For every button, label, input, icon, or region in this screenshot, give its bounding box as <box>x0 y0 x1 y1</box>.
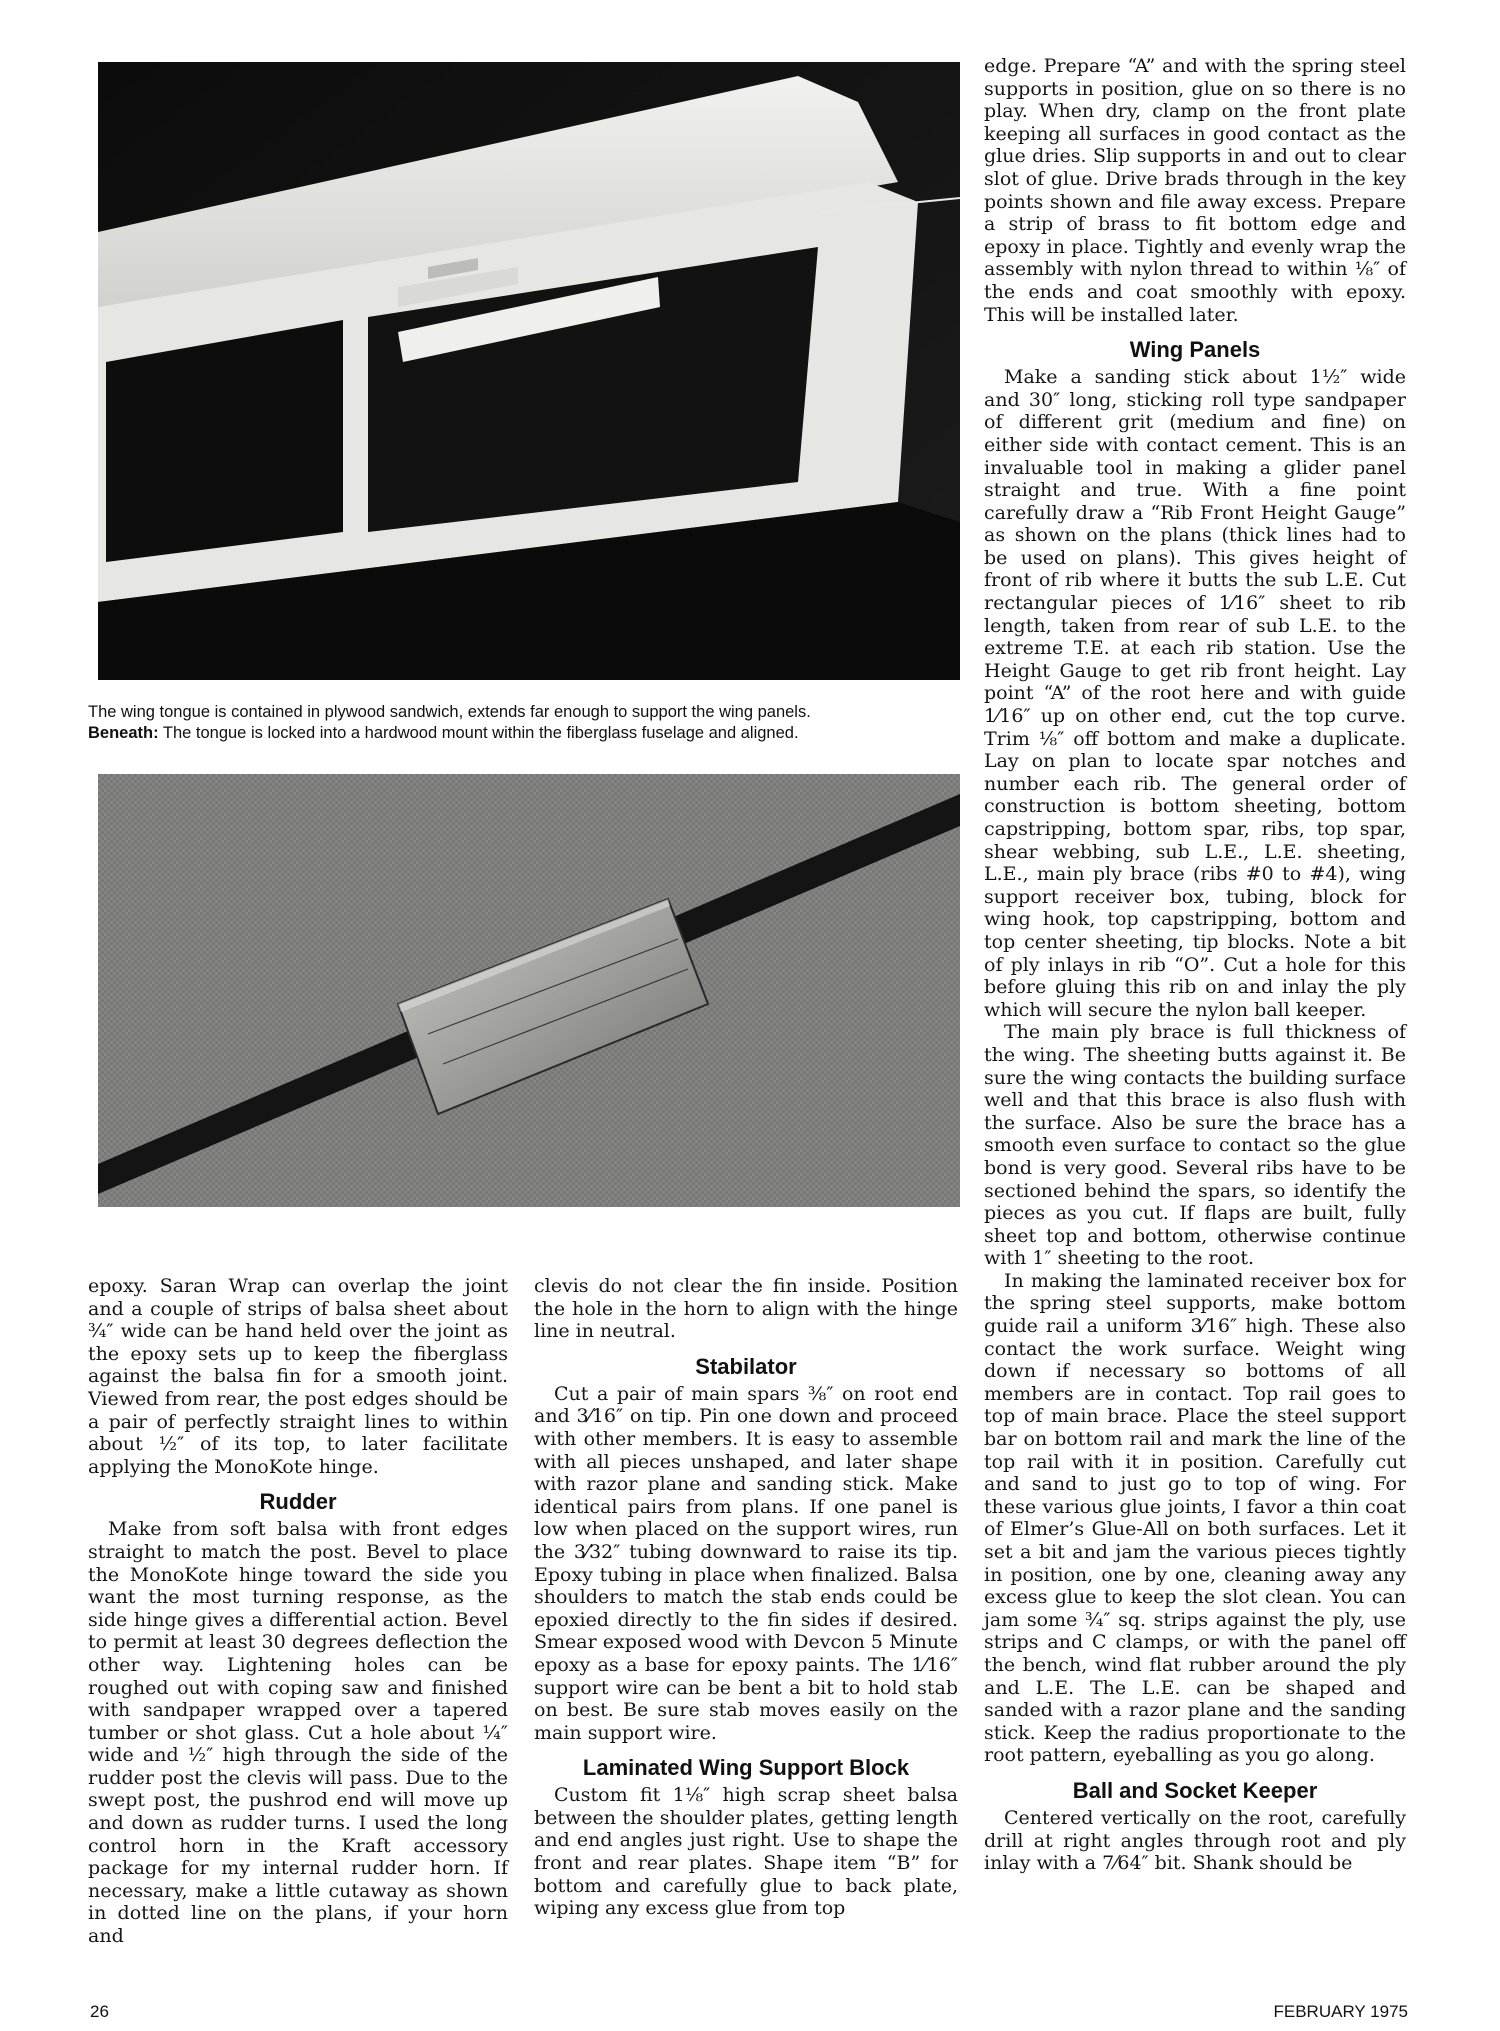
wing-tongue-photo <box>98 62 960 680</box>
heading-rudder: Rudder <box>259 1489 337 1515</box>
col2-paragraph-2: Cut a pair of main spars ⅜″ on root end and 3⁄16″ on tip. Pin one down and proceed with other members. It is easy to assemble with all pieces unshaped, and later shape with razor plane and sanding stick. Make identical pairs from plans. If one panel is low when placed on the support wires, run the 3⁄32″ tubing downward to raise its tip. Epoxy tubing in place when finalized. Balsa shoulders to match the stab ends could be epoxied directly to the fin sides if desired. Smear exposed wood with Devcon 5 Minute epoxy as a base for epoxy paints. The 1⁄16″ support wire can be bent a bit to hold stab on best. Be sure stab moves easily on the main support wire. <box>534 1382 958 1744</box>
col2-paragraph-3: Custom fit 1⅛″ high scrap sheet balsa between the shoulder plates, getting length and end angles just right. Use to shape the front and rear plates. Shape item “B” for bottom and carefully glue to back plate, wiping any excess glue from top <box>534 1784 958 1920</box>
heading-stabilator: Stabilator <box>695 1353 797 1379</box>
photo-caption <box>88 702 960 744</box>
caption-line-2 <box>88 723 960 744</box>
col3-paragraph-5: Centered vertically on the root, carefully drill at right angles through root and ply inlay with a 7⁄64″ bit. Shank should be <box>984 1806 1406 1875</box>
column-3 <box>984 55 1406 1875</box>
col3-paragraph-3: The main ply brace is full thickness of the wing. The sheeting butts against it. Be sure the wing contacts the building surface well and that this brace is also flush with the surface. Also be sure the brace has a smooth even surface to contact so the glue bond is very good. Several ribs have to be sectioned behind the spars, so identify the pieces as you cut. If flaps are built, fully sheet top and bottom, otherwise continue with 1″ sheeting to the root. <box>984 1021 1406 1270</box>
col3-paragraph-2: Make a sanding stick about 1½″ wide and 30″ long, sticking roll type sandpaper of different grit (medium and fine) on either side with contact cement. This is an invaluable tool in making a glider panel straight and true. With a fine point carefully draw a “Rib Front Height Gauge” as shown on the plans (thick lines had to be used on plans). This gives height of front of rib where it butts the sub L.E. Cut rectangular pieces of 1⁄16″ sheet to rib length, taken from rear of sub L.E. to the extreme T.E. at each rib station. Use the Height Gauge to get rib front height. Lay point “A” of the root here and with guide 1⁄16″ up on other end, cut the top curve. Trim ⅛″ off bottom and make a duplicate. Lay on plan to locate spar notches and number each rib. The general order of construction is bottom sheeting, bottom capstripping, bottom spar, ribs, top spar, shear webbing, sub L.E., L.E. sheeting, L.E., main ply brace (ribs #0 to #4), wing support receiver box, tubing, block for wing hook, top capstripping, bottom and top center sheeting, tip blocks. Note a bit of ply inlays in rib “O”. Cut a hole for this before gluing this rib on and inlay the ply which will secure the nylon ball keeper. <box>984 366 1406 1021</box>
issue-date: FEBRUARY 1975 <box>1273 2002 1408 2021</box>
column-1 <box>88 1275 508 1948</box>
heading-ball-and-socket-keeper: Ball and Socket Keeper <box>1072 1777 1318 1803</box>
tongue-mount-photo <box>98 774 960 1207</box>
col3-paragraph-1: edge. Prepare “A” and with the spring steel supports in position, glue on so there is no play. When dry, clamp on the front plate keeping all surfaces in good contact as the glue dries. Slip supports in and out to clear slot of glue. Drive brads through in the key points shown and file away excess. Prepare a strip of brass to fit bottom edge and epoxy in place. Tightly and evenly wrap the assembly with nylon thread to within ⅛″ of the ends and coat smoothly with epoxy. This will be installed later. <box>984 55 1406 326</box>
caption-beneath-label: Beneath: <box>88 724 159 742</box>
column-2 <box>534 1275 958 1920</box>
caption-line-2-text: The tongue is locked into a hardwood mount within the fiberglass fuselage and aligned. <box>158 724 799 742</box>
page-number: 26 <box>90 2002 109 2021</box>
heading-laminated-wing-support-block: Laminated Wing Support Block <box>582 1755 910 1781</box>
caption-line-1: The wing tongue is contained in plywood sandwich, extends far enough to support the wing panels. <box>88 703 811 721</box>
col1-paragraph-1: epoxy. Saran Wrap can overlap the joint and a couple of strips of balsa sheet about ¾″ wide can be hand held over the joint as the epoxy sets up to keep the fiberglass against the balsa fin for a smooth joint. Viewed from rear, the post edges should be a pair of perfectly straight lines to within about ½″ of its top, to later facilitate applying the MonoKote hinge. <box>88 1275 508 1478</box>
col3-paragraph-4: In making the laminated receiver box for the spring steel supports, make bottom guide rail a uniform 3⁄16″ high. These also contact the work surface. Weight wing down if necessary so bottoms of all members are in contact. Top rail goes to top of main brace. Place the steel support bar on bottom rail and mark the line of the top rail with it in position. Carefully cut and sand to just go to top of wing. For these various glue joints, I favor a thin coat of Elmer’s Glue-All on both surfaces. Let it set a bit and jam the various pieces tightly in position, one by one, cleaning away any excess glue to keep the slot clean. You can jam some ¾″ sq. strips against the ply, use strips and C clamps, or with the panel off the bench, wind flat rubber around the ply and L.E. The L.E. can be shaped and sanded with a razor plane and the sanding stick. Keep the radius proportionate to the root pattern, eyeballing as you go along. <box>984 1269 1406 1767</box>
col2-paragraph-1: clevis do not clear the fin inside. Position the hole in the horn to align with the hinge line in neutral. <box>534 1275 958 1343</box>
heading-wing-panels: Wing Panels <box>1129 337 1261 363</box>
col1-paragraph-2: Make from soft balsa with front edges straight to match the post. Bevel to place the MonoKote hinge toward the side you want the most turning response, as the side hinge gives a differential action. Bevel to permit at least 30 degrees deflection the other way. Lightening holes can be roughed out with coping saw and finished with sandpaper wrapped over a tapered tumber or shot glass. Cut a hole about ¼″ wide and ½″ high through the side of the rudder post the clevis will pass. Due to the swept post, the pushrod end will move up and down as rudder turns. I used the long control horn in the Kraft accessory package for my internal rudder horn. If necessary, make a little cutaway as shown in dotted line on the plans, if your horn and <box>88 1518 508 1948</box>
